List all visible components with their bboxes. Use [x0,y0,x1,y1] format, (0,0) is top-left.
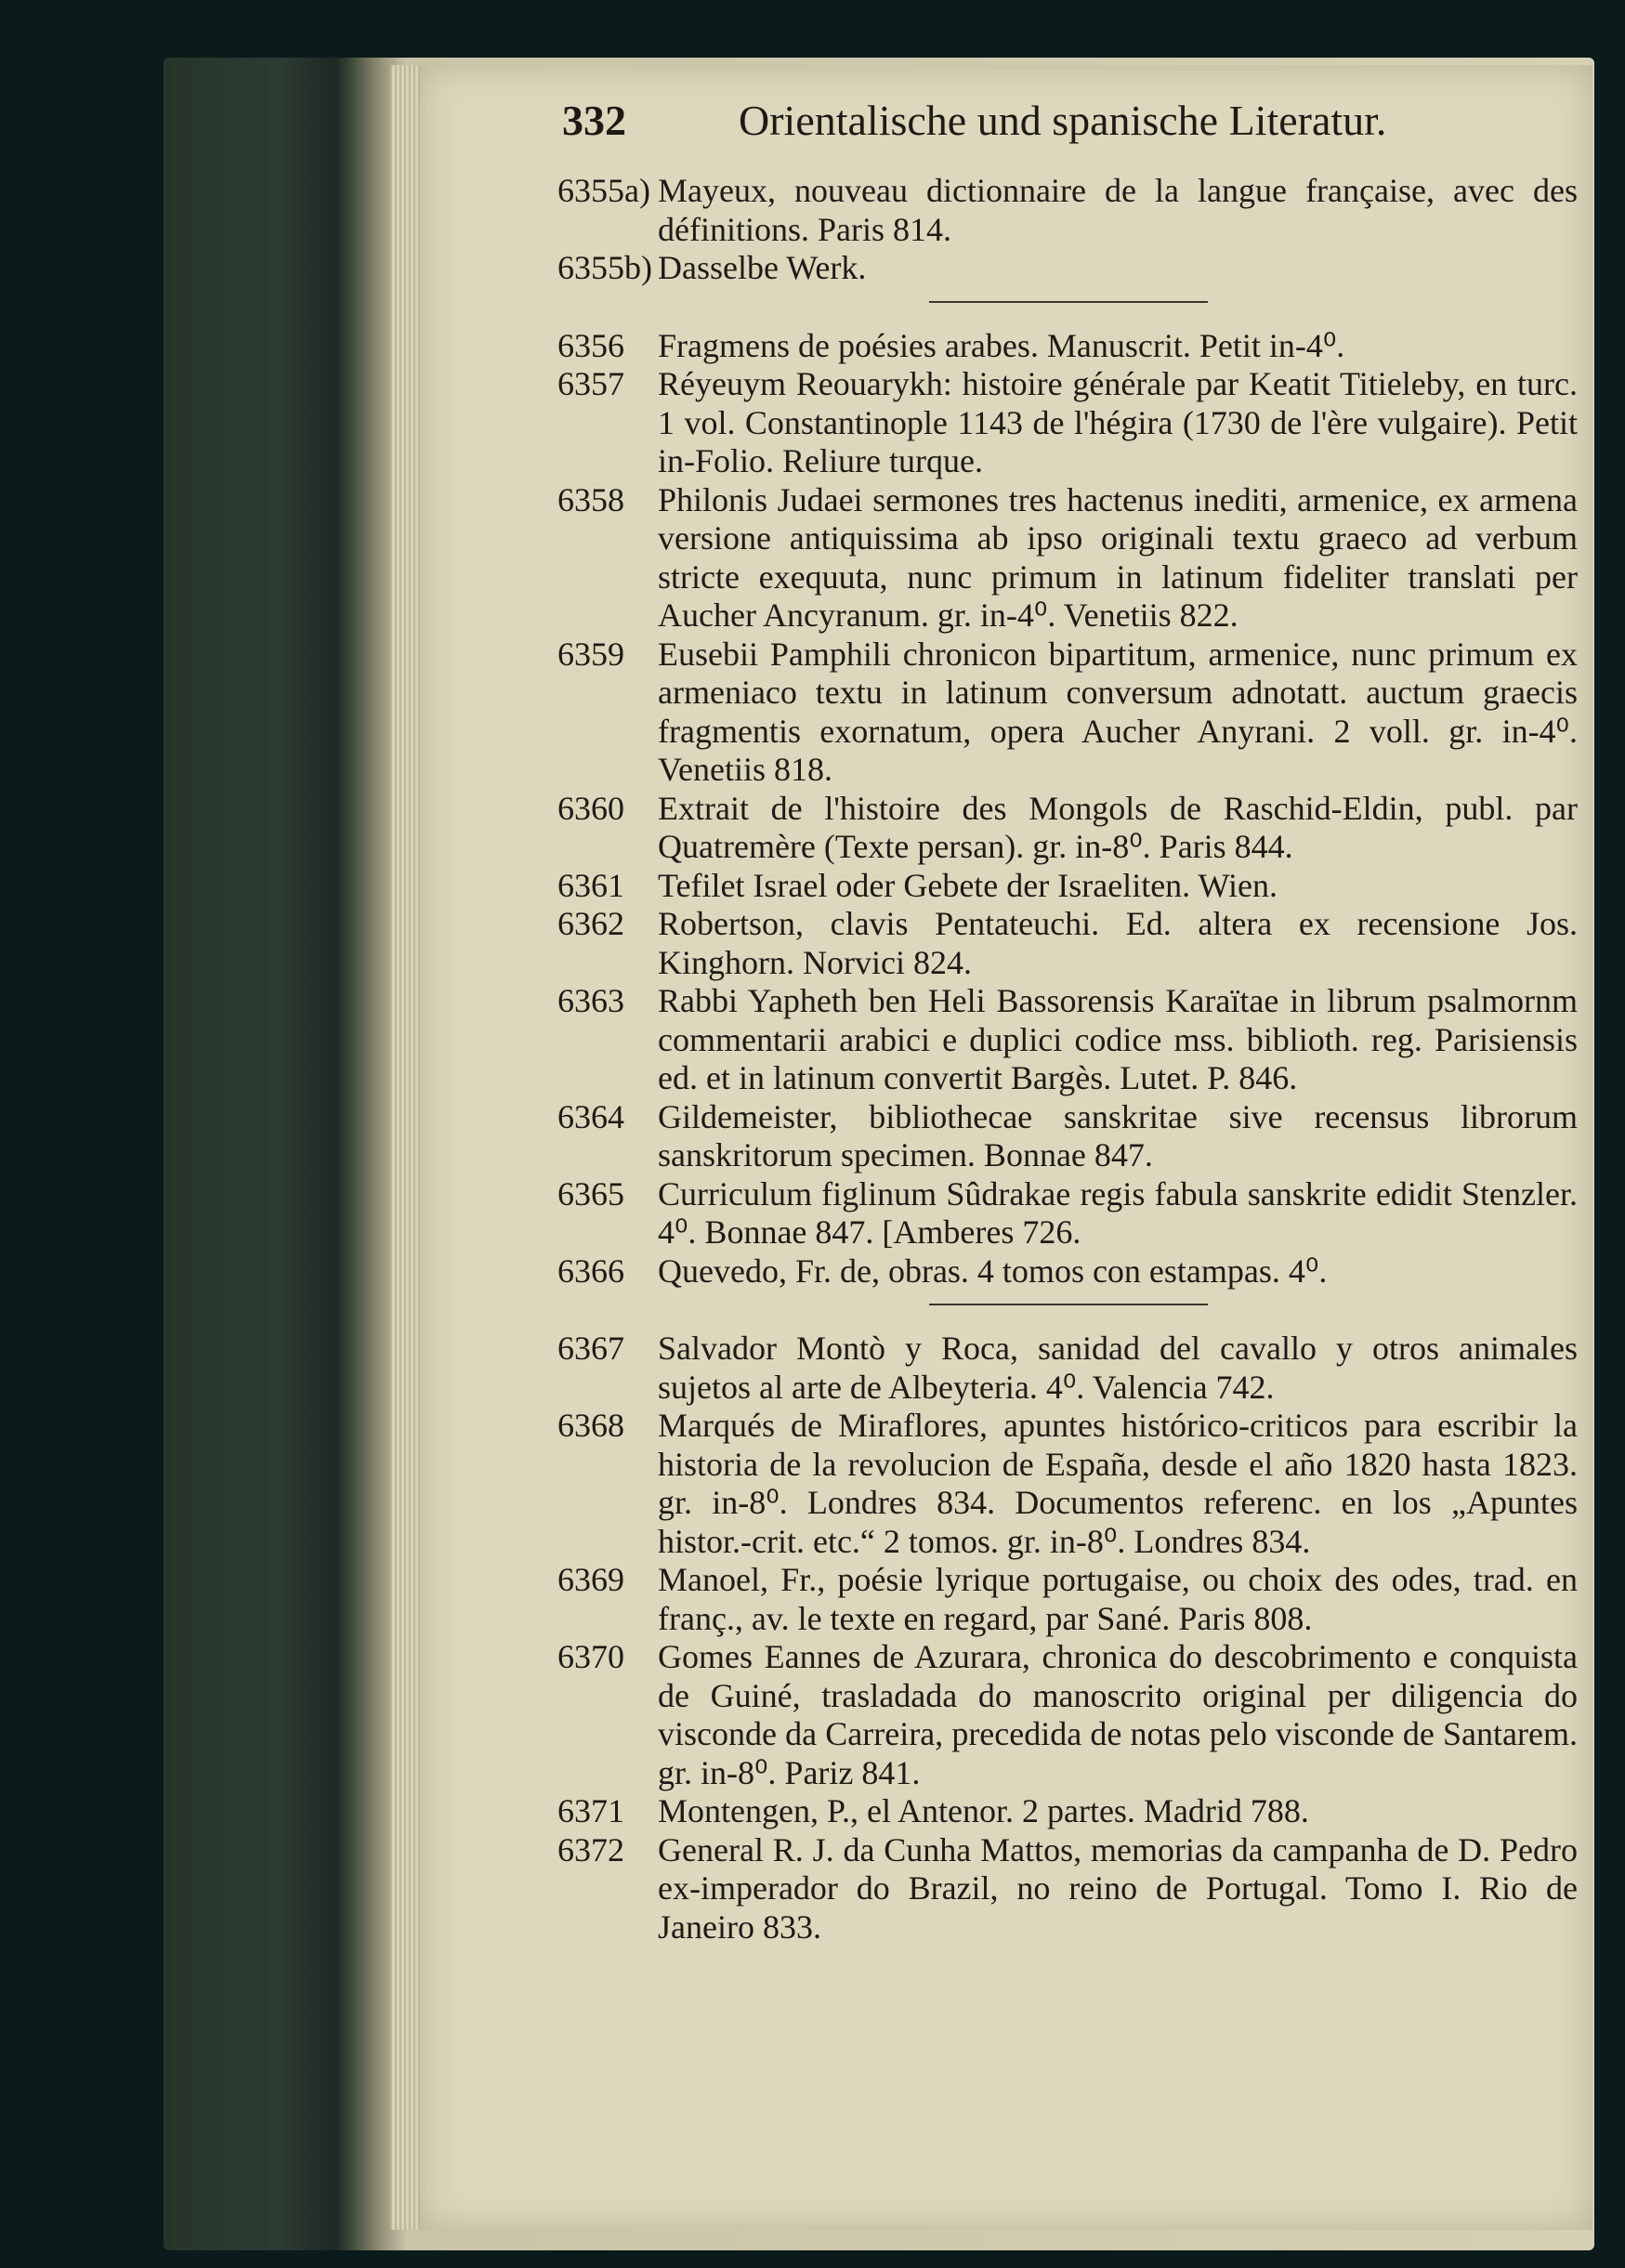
entry-group-b [557,327,1589,1291]
entry-text: Mayeux, nouveau dictionnaire de la langue française, avec des définitions. Paris 814. [658,172,1578,248]
entry-text: Philonis Judaei sermones tres hactenus inediti, armenice, ex armena versione antiquissima ab ipso originali textu graeco ad verbum stricte exequuta, nunc primum in latinum fideliter translati per Aucher Ancyranum. gr. in-4⁰. Venetiis 822. [658,480,1578,634]
entry-number: 6364 [557,1097,624,1135]
catalog-entry [557,1831,1589,1947]
catalog-entries [557,172,1589,1947]
catalog-entry [557,1252,1589,1291]
entry-number: 6366 [557,1252,624,1290]
section-divider [929,1304,1208,1305]
entry-number: 6357 [557,365,624,402]
entry-number: 6363 [557,982,624,1019]
catalog-entry [557,790,1589,867]
entry-number: 6370 [557,1638,624,1675]
entry-text: Salvador Montò y Roca, sanidad del cavallo y otros animales sujetos al arte de Albeyteria. 4⁰. Valencia 742. [658,1330,1578,1406]
catalog-entry [557,636,1589,790]
entry-number: 6372 [557,1830,624,1868]
running-title: Orientalische und spanische Literatur. [739,97,1387,144]
catalog-entry [557,327,1589,366]
entry-number: 6355b) [557,249,652,286]
entry-number: 6369 [557,1561,624,1598]
entry-group-c [557,1330,1589,1947]
catalog-entry [557,1792,1589,1831]
entry-text: Gomes Eannes de Azurara, chronica do descobrimento e conquista de Guiné, trasladada do manoscrito original per diligencia do visconde da Carreira, precedida de notas pelo visconde de Santarem. gr. in-8⁰. Pariz 841. [658,1638,1578,1791]
entry-text: Dasselbe Werk. [658,249,867,286]
catalog-entry [557,1407,1589,1561]
page-number: 332 [562,97,626,144]
catalog-entry [557,1098,1589,1175]
entry-number: 6362 [557,905,624,942]
entry-number: 6358 [557,480,624,518]
page-header [562,96,1584,161]
catalog-entry [557,1638,1589,1792]
entry-number: 6368 [557,1407,624,1444]
entry-text: Quevedo, Fr. de, obras. 4 tomos con estampas. 4⁰. [658,1252,1328,1290]
catalog-entry [557,365,1589,481]
entry-number: 6359 [557,635,624,673]
catalog-entry [557,982,1589,1098]
entry-number: 6361 [557,866,624,904]
entry-number: 6360 [557,789,624,827]
entry-text: Fragmens de poésies arabes. Manuscrit. Petit in-4⁰. [658,326,1345,364]
catalog-entry [557,249,1589,288]
entry-number: 6371 [557,1792,624,1829]
entry-group-a [557,172,1589,288]
entry-text: Manoel, Fr., poésie lyrique portugaise, ou choix des odes, trad. en franç., av. le texte en regard, par Sané. Paris 808. [658,1561,1578,1637]
entry-text: Tefilet Israel oder Gebete der Israeliten. Wien. [658,866,1278,904]
entry-number: 6365 [557,1174,624,1213]
entry-text: Marqués de Miraflores, apuntes histórico-criticos para escribir la historia de la revolucion de España, desde el año 1820 hasta 1823. gr. in-8⁰. Londres 834. Documentos referenc. en los „Apuntes histor.-crit. etc.“ 2 tomos. gr. in-8⁰. Londres 834. [658,1407,1578,1560]
catalog-entry [557,1561,1589,1638]
section-divider [929,301,1208,303]
entry-text: Montengen, P., el Antenor. 2 partes. Madrid 788. [658,1792,1309,1829]
catalog-entry [557,1175,1589,1252]
entry-number: 6367 [557,1330,624,1367]
catalog-entry [557,481,1589,636]
entry-text: Réyeuym Reouarykh: histoire générale par Keatit Titieleby, en turc. 1 vol. Constantinople 1143 de l'hégira (1730 de l'ère vulgaire). Petit in-Folio. Reliure turque. [658,365,1578,479]
catalog-entry [557,867,1589,906]
entry-text: Gildemeister, bibliothecae sanskritae sive recensus librorum sanskritorum specimen. Bonnae 847. [658,1097,1578,1173]
scan-border [1594,58,1625,2268]
catalog-entry [557,905,1589,982]
entry-text: Rabbi Yapheth ben Heli Bassorensis Karaïtae in librum psalmornm commentarii arabici e duplici codice mss. biblioth. reg. Parisiensis ed. et in latinum convertit Bargès. Lutet. P. 846. [658,982,1578,1096]
entry-text: Robertson, clavis Pentateuchi. Ed. altera ex recensione Jos. Kinghorn. Norvici 824. [658,905,1578,981]
entry-number: 6356 [557,326,624,364]
entry-number: 6355a) [557,172,650,209]
page-edges [390,65,420,2230]
entry-text: Eusebii Pamphili chronicon bipartitum, armenice, nunc primum ex armeniaco textu in latinum conversum adnotatt. auctum graecis fragmentis exornatum, opera Aucher Anyrani. 2 voll. gr. in-4⁰. Venetiis 818. [658,635,1578,788]
catalog-entry [557,1330,1589,1407]
entry-text: Curriculum figlinum Sûdrakae regis fabula sanskrite edidit Stenzler. 4⁰. Bonnae 847. [Amberes 726. [658,1174,1578,1251]
entry-text: Extrait de l'histoire des Mongols de Raschid-Eldin, publ. par Quatremère (Texte persan). gr. in-8⁰. Paris 844. [658,789,1578,865]
entry-text: General R. J. da Cunha Mattos, memorias da campanha de D. Pedro ex-imperador do Brazil, no reino de Portugal. Tomo I. Rio de Janeiro 833. [658,1830,1578,1946]
catalog-entry [557,172,1589,249]
